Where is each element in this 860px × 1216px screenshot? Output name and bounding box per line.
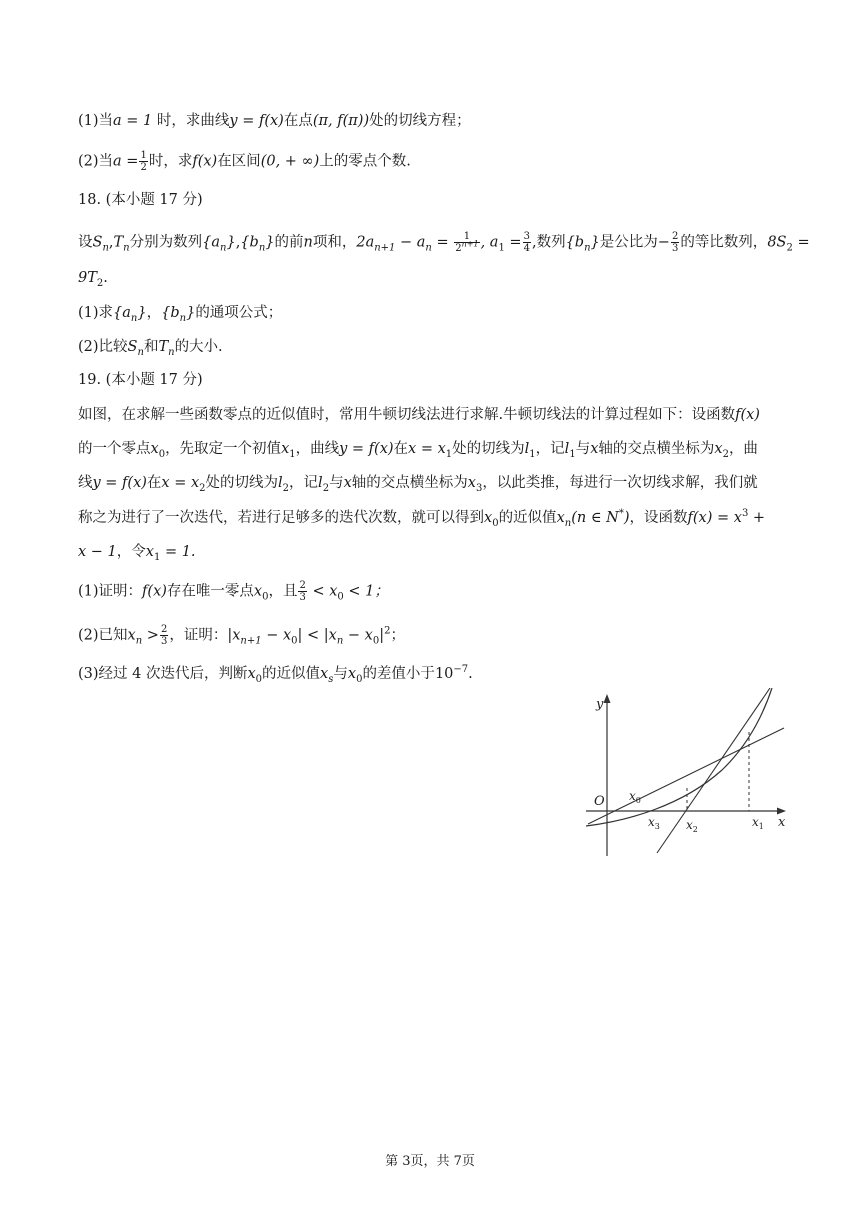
math: 9T <box>78 270 97 286</box>
text: 数列 <box>536 234 566 251</box>
subscript: 0 <box>356 673 363 685</box>
function-curve <box>586 688 772 826</box>
y-axis-label: y <box>596 697 604 712</box>
text: , <box>235 234 241 251</box>
fraction <box>160 624 168 647</box>
subscript: 1 <box>153 551 161 563</box>
text: ； <box>390 627 405 644</box>
denominator <box>454 239 479 254</box>
subscript: 2 <box>786 242 793 254</box>
text: 的通项公式； <box>195 305 283 321</box>
x3-subscript: 3 <box>654 822 660 831</box>
math: − x <box>343 627 373 644</box>
superscript: n+1 <box>461 239 479 249</box>
text: , <box>108 234 114 251</box>
math: x <box>281 441 290 457</box>
fraction <box>671 231 679 254</box>
q18-part1 <box>78 303 788 323</box>
text: 时，求 <box>148 153 193 170</box>
math: S <box>92 234 103 251</box>
text: 与 <box>575 441 591 457</box>
text: 的等比数列， <box>680 234 768 251</box>
math: x <box>320 666 329 682</box>
math: 2a <box>356 234 375 251</box>
denominator: 3 <box>160 636 168 647</box>
subscript: 2 <box>96 277 104 289</box>
subscript: 0 <box>492 517 499 529</box>
math: } <box>590 234 600 251</box>
subscript: 1 <box>445 448 453 460</box>
subscript: 0 <box>337 591 344 603</box>
q19-part2 <box>78 624 788 647</box>
text: 项和， <box>312 234 357 251</box>
math: (0, + ∞) <box>260 153 320 170</box>
numerator: 3 <box>523 231 530 242</box>
math: n ∈ <box>576 510 607 526</box>
page-footer: 第 3页，共 7页 <box>385 1154 475 1169</box>
math: = <box>792 234 810 251</box>
math: f(x) = x <box>687 510 742 526</box>
subscript: 1 <box>529 448 536 460</box>
math: {a <box>202 234 220 251</box>
denominator: 3 <box>671 243 679 254</box>
math: a = 1 <box>113 113 153 129</box>
math: x <box>484 510 493 526</box>
text: 处的切线为 <box>205 475 279 491</box>
q18-header: 18. (本小题 17 分) <box>78 192 203 208</box>
superscript: 3 <box>741 508 749 520</box>
text: 在点 <box>283 113 313 129</box>
subscript: n <box>168 346 175 358</box>
math: } <box>137 305 147 321</box>
subscript: 0 <box>372 635 380 647</box>
q18-statement-line2 <box>78 268 788 288</box>
subscript: 2 <box>282 482 290 494</box>
text: 分别为数列 <box>129 234 203 251</box>
subscript: 2 <box>199 482 206 494</box>
q17-part2 <box>78 150 788 173</box>
text: 处的切线为 <box>452 441 525 457</box>
math: a = <box>113 153 139 170</box>
math: x = x <box>161 475 200 491</box>
math: > <box>142 627 159 644</box>
math: 10 <box>434 666 454 682</box>
q18-part2 <box>78 337 788 357</box>
subscript: 0 <box>291 635 298 647</box>
math: l <box>278 475 283 491</box>
subscript: 0 <box>255 673 263 685</box>
math: f(x) <box>735 407 760 423</box>
x1-subscript: 1 <box>758 822 764 831</box>
math: } <box>265 234 275 251</box>
text: 在 <box>146 475 162 491</box>
subscript: n <box>258 242 266 254</box>
text: 的大小. <box>174 339 223 355</box>
math: l <box>564 441 570 457</box>
math: ( <box>571 510 577 526</box>
y-axis-arrow <box>604 694 611 703</box>
math: 8S <box>767 234 787 251</box>
text: 和 <box>143 339 159 355</box>
subscript: n <box>130 312 138 324</box>
math: N <box>606 510 619 526</box>
math: < 1； <box>343 583 389 600</box>
subscript: 3 <box>475 482 483 494</box>
superscript: −7 <box>453 664 469 676</box>
numerator: 1 <box>454 231 479 243</box>
subscript: 1 <box>569 448 576 460</box>
math: x <box>467 475 476 491</box>
math: = <box>504 234 522 251</box>
text: ， <box>146 305 162 321</box>
text: 时，求曲线 <box>152 113 230 129</box>
text: 在 <box>393 441 409 457</box>
text: (2)已知 <box>78 627 128 644</box>
text: ，记 <box>289 475 319 491</box>
math: f(x) <box>192 153 218 170</box>
denominator: 3 <box>299 592 306 603</box>
math: x <box>253 583 263 600</box>
math: | <box>379 627 385 644</box>
x-axis-arrow <box>777 808 786 815</box>
text: ，且 <box>268 583 298 600</box>
origin-label: O <box>594 794 605 809</box>
subscript: 1 <box>289 448 296 460</box>
x0-label <box>629 789 641 805</box>
subscript: n <box>102 242 109 254</box>
math: T <box>158 339 169 355</box>
fraction <box>523 231 531 254</box>
text: ，曲线 <box>295 441 340 457</box>
x2-label <box>686 818 698 834</box>
math: n <box>303 234 313 251</box>
text: 上的零点个数. <box>319 153 411 170</box>
subscript: 2 <box>322 482 330 494</box>
subscript: n+1 <box>374 242 396 254</box>
numerator: 2 <box>160 624 168 635</box>
math: x <box>127 627 136 644</box>
text: ，曲 <box>728 441 758 457</box>
text: ，令 <box>116 544 146 560</box>
x3-label <box>648 815 660 831</box>
math: = 1. <box>160 544 196 560</box>
text: 线 <box>78 475 93 491</box>
superscript: * <box>618 508 624 520</box>
x0-letter: x <box>629 789 636 803</box>
text: 的差值小于 <box>362 666 435 682</box>
math: x <box>556 510 565 526</box>
math: T <box>113 234 124 251</box>
tangent-line-l2 <box>588 728 784 824</box>
q19-statement-line5 <box>78 542 788 562</box>
math: {b <box>161 305 180 321</box>
numerator: 2 <box>671 231 679 242</box>
text: 是公比为 <box>599 234 658 251</box>
math: − x <box>261 627 292 644</box>
fraction <box>454 231 479 254</box>
math: + <box>748 510 766 526</box>
denominator: 4 <box>523 243 530 254</box>
math: | < |x <box>297 627 337 644</box>
denominator: 2 <box>140 162 147 173</box>
math: } <box>226 234 236 251</box>
math: y = f(x) <box>92 475 147 491</box>
text: 处的切线方程； <box>369 113 471 129</box>
text: (2)当 <box>78 153 114 170</box>
text: 如图，在求解一些函数零点的近似值时，常用牛顿切线法进行求解.牛顿切线法的计算过程如下：设函数 <box>78 407 736 423</box>
math: x <box>714 441 723 457</box>
math: } <box>186 305 196 321</box>
text: 的前 <box>274 234 304 251</box>
subscript: n <box>425 242 432 254</box>
math: < x <box>307 583 338 600</box>
q19-statement-line2 <box>78 439 788 459</box>
subscript: 2 <box>722 448 729 460</box>
text: (1)当 <box>78 113 114 129</box>
math: {b <box>565 234 585 251</box>
text: . <box>103 270 108 286</box>
x1-letter: x <box>752 815 759 829</box>
math: x <box>590 441 599 457</box>
text: (2)比较 <box>78 339 128 355</box>
subscript: 0 <box>158 448 166 460</box>
q19-part1 <box>78 580 788 603</box>
text: 轴的交点横坐标为 <box>351 475 468 491</box>
text: 的近似值 <box>262 666 321 682</box>
q19-statement-line3 <box>78 473 788 493</box>
x2-subscript: 2 <box>692 825 698 834</box>
numerator: 2 <box>299 580 306 591</box>
math: x <box>150 441 159 457</box>
x3-letter: x <box>648 815 655 829</box>
math: x <box>347 666 357 682</box>
text: ，设函数 <box>629 510 688 526</box>
text: ，证明： <box>169 627 228 644</box>
fraction <box>139 150 147 173</box>
text: 与 <box>333 666 348 682</box>
math: , a <box>480 234 499 251</box>
text: , <box>531 234 537 251</box>
math: − a <box>395 234 426 251</box>
q19-statement-line1 <box>78 405 788 425</box>
x0-subscript: 0 <box>635 796 641 805</box>
math: {b <box>240 234 259 251</box>
q18-statement-line1 <box>78 231 810 254</box>
fraction <box>298 580 306 603</box>
math: y = f(x) <box>339 441 394 457</box>
subscript: n <box>564 517 572 529</box>
math: x <box>247 666 256 682</box>
math: l <box>318 475 323 491</box>
x1-label <box>752 815 764 831</box>
subscript: n <box>336 635 344 647</box>
x2-letter: x <box>686 818 693 832</box>
q17-part1 <box>78 111 788 131</box>
math: S <box>127 339 138 355</box>
subscript: n <box>179 312 187 324</box>
text: 的一个零点 <box>78 441 151 457</box>
text: . <box>468 666 473 682</box>
subscript: n+1 <box>240 635 262 647</box>
x-axis-label: x <box>778 815 786 830</box>
newton-method-figure <box>582 688 792 858</box>
subscript: n <box>135 635 143 647</box>
math: (π, f(π)) <box>312 113 370 129</box>
math: x = x <box>408 441 446 457</box>
math: y = f(x) <box>229 113 284 129</box>
text: 存在唯一零点 <box>166 583 254 600</box>
math: x − 1 <box>78 544 117 560</box>
text: ，记 <box>535 441 565 457</box>
math: f(x) <box>142 583 167 600</box>
den-base: 2 <box>455 243 462 254</box>
subscript: 0 <box>262 591 269 603</box>
text: 称之为进行了一次迭代，若进行足够多的迭代次数，就可以得到 <box>78 510 484 526</box>
subscript: s <box>328 673 334 685</box>
text: ，先取定一个初值 <box>165 441 282 457</box>
text: 设 <box>78 234 93 251</box>
subscript: n <box>123 242 130 254</box>
math: x <box>343 475 352 491</box>
text: ，以此类推，每进行一次切线求解，我们就 <box>482 475 758 491</box>
text: 轴的交点横坐标为 <box>598 441 715 457</box>
subscript: n <box>137 346 144 358</box>
subscript: n <box>584 242 591 254</box>
math: = <box>431 234 449 251</box>
text: (1)证明： <box>78 583 143 600</box>
math: − <box>657 234 670 251</box>
math: x <box>145 544 154 560</box>
subscript: 1 <box>498 242 505 254</box>
superscript: 2 <box>384 625 391 637</box>
text: 在区间 <box>217 153 261 170</box>
subscript: n <box>220 242 227 254</box>
math: |x <box>227 627 241 644</box>
text: (3)经过 4 次迭代后，判断 <box>78 666 248 682</box>
math: l <box>524 441 530 457</box>
numerator: 1 <box>140 150 147 161</box>
q19-header: 19. (本小题 17 分) <box>78 372 203 388</box>
math: ) <box>623 510 630 526</box>
math: {a <box>113 305 131 321</box>
text: 与 <box>329 475 344 491</box>
text: (1)求 <box>78 305 114 321</box>
q19-part3 <box>78 664 788 684</box>
text: 的近似值 <box>498 510 557 526</box>
q19-statement-line4 <box>78 508 788 528</box>
